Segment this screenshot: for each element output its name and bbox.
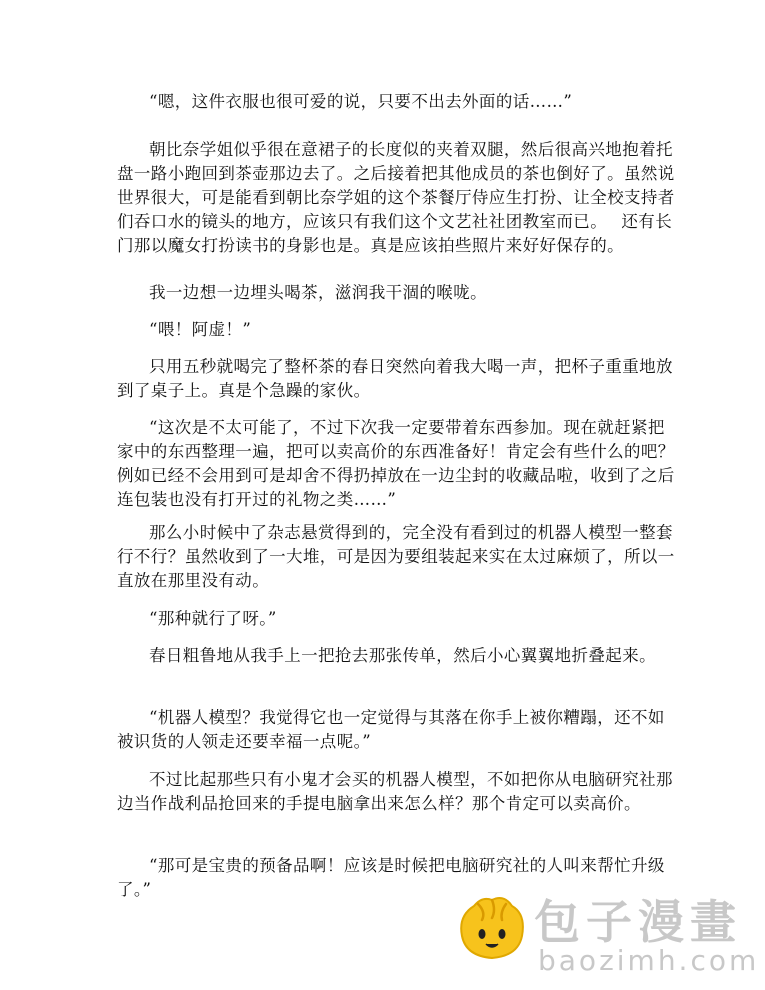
paragraph-10: “机器人模型？我觉得它也一定觉得与其落在你手上被你糟蹋，还不如被识货的人领走还要幸福一点呢。”: [117, 708, 665, 751]
watermark: [452, 884, 760, 984]
paragraph-11: 不过比起那些只有小鬼才会买的机器人模型，不如把你从电脑研究社那边当作战利品抢回来的手提电脑拿出来怎么样？那个肯定可以卖高价。: [117, 770, 673, 813]
paragraph-2: 朝比奈学姐似乎很在意裙子的长度似的夹着双腿，然后很高兴地抱着托盘一路小跑回到茶壶那边去了。之后接着把其他成员的茶也倒好了。虽然说世界很大，可是能看到朝比奈学姐的这个茶餐厅侍应生打扮、让全校支持者们吞口水的镜头的地方，应该只有我们这个文艺社社团教室而已。 还有长门那以魔女打扮读书的身影也是。真是应该拍些照片来好好保存的。: [117, 140, 675, 255]
paragraph-5: 只用五秒就喝完了整杯茶的春日突然向着我大喝一声，把杯子重重地放到了桌子上。真是个急躁的家伙。: [117, 357, 673, 400]
paragraph-8: “那种就行了呀。”: [149, 609, 277, 628]
paragraph-1: “嗯，这件衣服也很可爱的说，只要不出去外面的话……”: [149, 92, 573, 111]
paragraph-4: “喂！阿虚！”: [149, 320, 252, 339]
paragraph-6: “这次是不太可能了，不过下次我一定要带着东西参加。现在就赶紧把家中的东西整理一遍，把可以卖高价的东西准备好！肯定会有些什么的吧？例如已经不会用到可是却舍不得扔掉放在一边尘封的收藏品啦，收到了之后连包装也没有打开过的礼物之类……”: [117, 418, 675, 509]
watermark-title: 包子漫畫: [534, 895, 742, 949]
bun-mascot-icon: [452, 888, 530, 966]
paragraph-9: 春日粗鲁地从我手上一把抢去那张传单，然后小心翼翼地折叠起来。: [149, 646, 656, 665]
paragraph-7: 那么小时候中了杂志悬赏得到的，完全没有看到过的机器人模型一整套行不行？虽然收到了一大堆，可是因为要组装起来实在太过麻烦了，所以一直放在那里没有动。: [117, 523, 675, 590]
watermark-domain: baozimh.com: [538, 944, 760, 977]
paragraph-12: “那可是宝贵的预备品啊！应该是时候把电脑研究社的人叫来帮忙升级了。”: [117, 856, 665, 899]
paragraph-3: 我一边想一边埋头喝茶，滋润我干涸的喉咙。: [149, 283, 487, 302]
